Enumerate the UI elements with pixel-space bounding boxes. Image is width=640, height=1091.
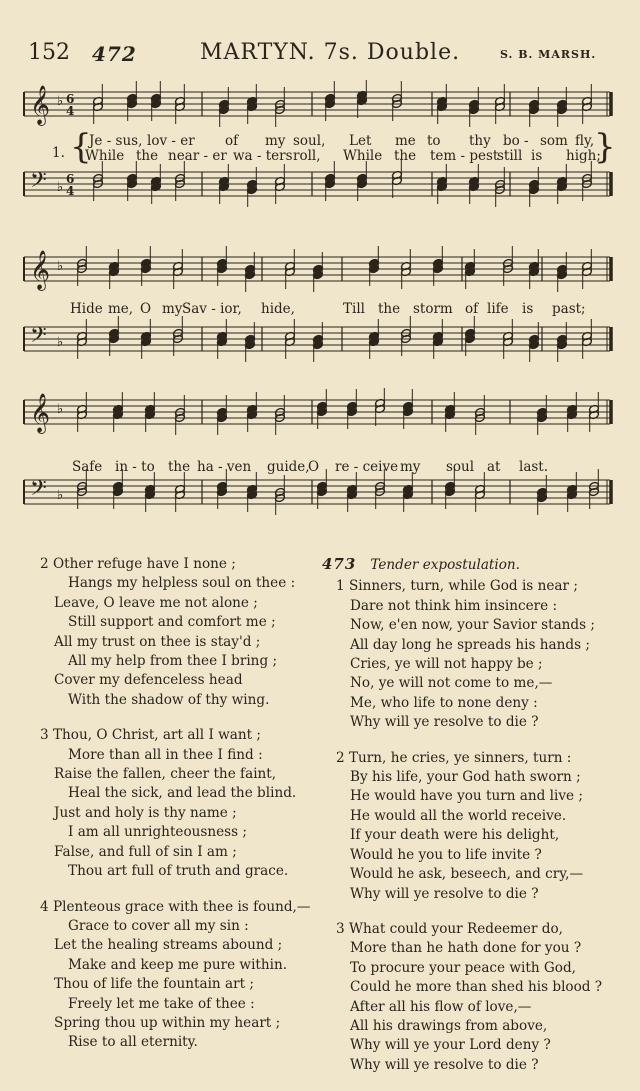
hymn-number: 472	[92, 42, 137, 66]
stanza-line: If your death were his delight,	[350, 827, 560, 844]
stanza-line: 4 Plenteous grace with thee is found,—	[40, 898, 311, 915]
stanza-number: 1	[336, 578, 345, 595]
key-flat-icon: ♭	[57, 180, 64, 195]
stanza-line: All my trust on thee is stay'd ;	[54, 633, 261, 650]
lyric-syllable: still	[497, 148, 523, 164]
key-flat-icon: ♭	[57, 488, 64, 503]
lyric-syllable: fly,	[575, 133, 595, 149]
lyric-syllable: life	[487, 301, 509, 317]
lyric-syllable: ha - ven	[197, 459, 252, 475]
stanza-line: Cover my defenceless head	[54, 672, 243, 689]
lyric-syllable: the	[136, 148, 159, 164]
lyric-syllable: thy	[469, 133, 491, 149]
stanza-line: I am all unrighteousness ;	[68, 824, 248, 841]
lyric-syllable: lov - er	[147, 133, 195, 149]
stanza-line: Why will ye resolve to die ?	[350, 1056, 539, 1073]
lyric-syllable: roll,	[293, 148, 321, 164]
lyric-syllable: last.	[519, 459, 549, 475]
stanza	[322, 577, 622, 732]
stanza	[40, 898, 310, 1053]
stanza-line: Would he ask, beseech, and cry,—	[350, 866, 584, 883]
lyric-syllable: me,	[108, 301, 134, 317]
lyric-syllable: Let	[349, 133, 372, 149]
stanza-line: Me, who life to none deny :	[350, 694, 538, 711]
music-system-2	[22, 245, 614, 375]
stanza-line: Still support and comfort me ;	[68, 614, 276, 631]
treble-staff	[24, 388, 611, 435]
stanza-line: With the shadow of thy wing.	[68, 691, 270, 708]
stanza-line: Raise the fallen, cheer the faint,	[54, 766, 277, 783]
stanza-line: Heal the sick, and lead the blind.	[68, 785, 297, 802]
lyric-syllable: at	[487, 459, 501, 475]
lyric-syllable: tem - pest	[430, 148, 499, 164]
right-brace: }	[594, 127, 616, 167]
lyric-syllable: Safe	[72, 459, 103, 475]
stanza-line: 3 What could your Redeemer do,	[336, 920, 563, 937]
lyric-line-2	[22, 148, 614, 166]
stanza-line: More than all in thee I find :	[68, 746, 263, 763]
stanza	[40, 726, 310, 881]
bass-clef-icon: 𝄢	[30, 323, 47, 353]
page-header	[0, 40, 640, 70]
stanza-line: To procure your peace with God,	[350, 959, 576, 976]
stanza-line: Why will ye resolve to die ?	[350, 714, 539, 731]
stanza-line: Thou art full of truth and grace.	[68, 863, 289, 880]
treble-clef-icon: 𝄞	[30, 250, 51, 290]
hymn-472-stanzas	[40, 555, 310, 1069]
stanza-line: Just and holy is thy name ;	[54, 804, 237, 821]
lyric-syllable: my	[400, 459, 421, 475]
lyric-syllable: soul,	[293, 133, 326, 149]
stanza-line: Spring thou up within my heart ;	[54, 1014, 281, 1031]
stanza-line: Freely let me take of thee :	[68, 995, 255, 1012]
stanza-line: All his drawings from above,	[350, 1017, 548, 1034]
stanza-line: Cries, ye will not happy be ;	[350, 656, 543, 673]
lyric-syllable: to	[427, 133, 441, 149]
lyric-line-1	[22, 301, 614, 319]
lyric-syllable: While	[85, 148, 125, 164]
lyric-syllable: Hide	[70, 301, 103, 317]
treble-staff	[24, 80, 611, 127]
stanza-line: 3 Thou, O Christ, art all I want ;	[40, 727, 261, 744]
stanza-number: 2	[336, 749, 345, 766]
lyric-syllable: my	[265, 133, 286, 149]
lyric-syllable: in - to	[115, 459, 155, 475]
stanza-line: Why will ye your Lord deny ?	[350, 1037, 551, 1054]
lyric-syllable: som	[540, 133, 568, 149]
stanza	[40, 555, 310, 710]
stanza-line: After all his flow of love,—	[350, 998, 532, 1015]
stanza-line: All my help from thee I bring ;	[68, 653, 278, 670]
stanza-line: Grace to cover all my sin :	[68, 917, 249, 934]
lyric-syllable: is	[531, 148, 543, 164]
stanza-line: Could he more than shed his blood ?	[350, 979, 603, 996]
lyric-syllable: re - ceive	[335, 459, 399, 475]
stanza-line: Hangs my helpless soul on thee :	[68, 575, 296, 592]
stanza-line: Thou of life the fountain art ;	[54, 976, 254, 993]
stanza-line: Dare not think him insincere :	[350, 597, 558, 614]
stanza-line: False, and full of sin I am ;	[54, 843, 237, 860]
bass-staff	[24, 316, 611, 362]
composer-credit: S. B. MARSH.	[500, 48, 597, 61]
stanza-line: Why will ye resolve to die ?	[350, 885, 539, 902]
lyric-syllable: of	[465, 301, 479, 317]
bass-clef-icon: 𝄢	[30, 476, 47, 506]
lyric-syllable: of	[225, 133, 239, 149]
stanza-number: 3	[336, 920, 345, 937]
stanza-line: More than he hath done for you ?	[350, 940, 582, 957]
stanza-line: Now, e'en now, your Savior stands ;	[350, 617, 596, 634]
lyric-syllable: is	[522, 301, 534, 317]
treble-clef-icon: 𝄞	[30, 85, 51, 125]
hymn-number: 473	[322, 555, 357, 573]
time-signature-icon: 4	[66, 184, 75, 198]
music-system-1	[22, 80, 614, 230]
tune-title: MARTYN. 7s. Double.	[200, 40, 461, 65]
hymn-heading	[322, 555, 622, 575]
stanza-line: Would he you to life invite ?	[350, 846, 542, 863]
hymn-473	[322, 555, 622, 1091]
lyric-line-1	[22, 459, 614, 477]
treble-staff	[24, 246, 611, 292]
lyric-syllable: high;	[566, 148, 601, 164]
hymn-title: Tender expostulation.	[370, 557, 521, 573]
key-flat-icon: ♭	[57, 259, 64, 274]
stanza-line: 2 Other refuge have I none ;	[40, 556, 236, 572]
stanza-number: 4	[40, 898, 49, 915]
lyric-syllable: hide,	[261, 301, 295, 317]
lyric-syllable: Je - sus,	[89, 133, 143, 149]
lyric-syllable: near - er	[168, 148, 227, 164]
stanza	[322, 749, 622, 904]
stanza-line: 2 Turn, he cries, ye sinners, turn :	[336, 749, 572, 766]
lyric-syllable: wa - ters	[233, 148, 293, 164]
lyric-syllable: my	[162, 301, 183, 317]
lyric-syllable: While	[343, 148, 383, 164]
key-flat-icon: ♭	[57, 94, 64, 109]
left-brace: {	[70, 127, 92, 167]
lyric-syllable: Till	[343, 301, 365, 317]
music-system-3	[22, 388, 614, 528]
stanza	[322, 920, 622, 1075]
music-staves	[22, 388, 614, 528]
key-flat-icon: ♭	[57, 335, 64, 350]
page-number: 152	[28, 40, 70, 65]
lyric-syllable: bo -	[503, 133, 529, 149]
time-signature-icon: 6	[66, 172, 75, 186]
lyric-syllable: the	[168, 459, 191, 475]
stanza-line: No, ye will not come to me,—	[350, 675, 553, 692]
stanza-line: He would all the world receive.	[350, 807, 567, 824]
stanza-line: All day long he spreads his hands ;	[350, 636, 590, 653]
bass-clef-icon: 𝄢	[30, 168, 47, 198]
lyric-syllable: O	[140, 301, 152, 317]
lyric-syllable: soul	[446, 459, 475, 475]
stanza-line: Let the healing streams abound ;	[54, 937, 283, 954]
time-signature-icon: 6	[66, 92, 75, 106]
stanza-line: 1 Sinners, turn, while God is near ;	[336, 578, 578, 595]
stanza-number: 2	[40, 556, 49, 572]
treble-clef-icon: 𝄞	[30, 393, 51, 433]
stanza-line: He would have you turn and live ;	[350, 788, 584, 805]
lyric-syllable: the	[378, 301, 401, 317]
stanza-number: 3	[40, 727, 49, 744]
stanza-line: By his life, your God hath sworn ;	[350, 769, 581, 786]
lyric-syllable: O	[308, 459, 320, 475]
stanza-line: Leave, O leave me not alone ;	[54, 594, 258, 611]
lyric-syllable: past;	[552, 301, 586, 317]
lyric-syllable: the	[394, 148, 417, 164]
stanza-line: Make and keep me pure within.	[68, 956, 288, 973]
lyric-syllable: Sav - ior,	[182, 301, 242, 317]
stanza-line: Rise to all eternity.	[68, 1034, 198, 1051]
verse-label: 1.	[52, 145, 65, 161]
key-flat-icon: ♭	[57, 402, 64, 417]
lyric-syllable: guide,	[267, 459, 310, 475]
lyric-syllable: me	[395, 133, 416, 149]
lyric-syllable: storm	[413, 301, 453, 317]
time-signature-icon: 4	[66, 104, 75, 118]
